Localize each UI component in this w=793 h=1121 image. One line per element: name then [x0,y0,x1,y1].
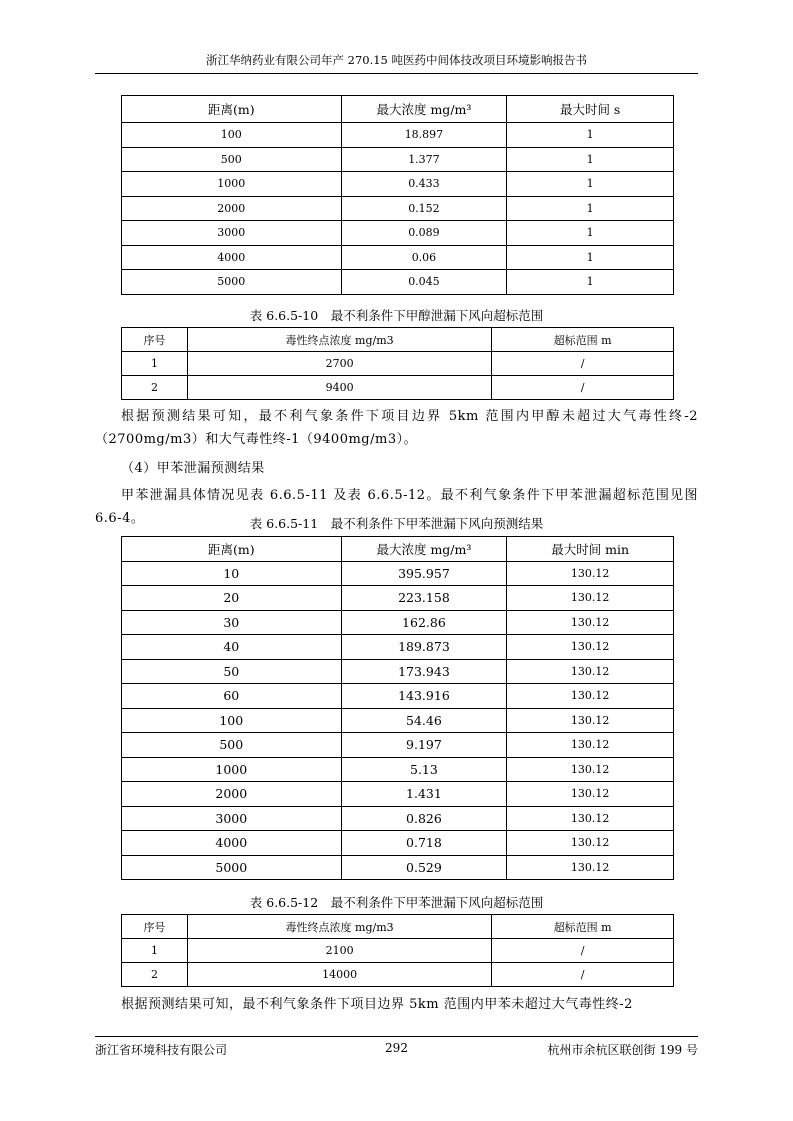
table-header-row [122,537,674,562]
cell: 130.12 [507,684,674,709]
col-header: 最大时间 s [507,96,674,123]
cell: 100 [122,123,342,148]
cell: 14000 [187,963,491,987]
col-header: 序号 [122,328,188,352]
cell: 1000 [122,172,342,197]
page-number: 292 [385,1041,408,1055]
cell: 0.718 [341,831,507,856]
table-methanol-concentration [121,95,674,295]
cell: 130.12 [507,586,674,611]
table-row [122,684,674,709]
cell: 130.12 [507,561,674,586]
cell: 1 [507,270,674,295]
table-row [122,196,674,221]
cell: 2 [122,963,188,987]
table-header-row [122,328,674,352]
cell: 0.529 [341,855,507,880]
cell: 130.12 [507,782,674,807]
table-row [122,245,674,270]
paragraph-methanol-conclusion: 根据预测结果可知，最不利气象条件下项目边界 5km 范围内甲醇未超过大气毒性终-2（2700mg/m3）和大气毒性终-1（9400mg/m3）。 [95,409,698,447]
cell: 40 [122,635,342,660]
cell: 1.377 [341,147,507,172]
cell: 50 [122,659,342,684]
section-heading-toluene: （4）甲苯泄漏预测结果 [121,461,265,476]
cell: 500 [122,733,342,758]
cell: 130.12 [507,635,674,660]
cell: 143.916 [341,684,507,709]
cell: 130.12 [507,659,674,684]
cell: 0.433 [341,172,507,197]
footer-divider [95,1036,698,1037]
table-methanol-exceedance [121,327,674,400]
cell: 2000 [122,782,342,807]
cell: 1 [507,123,674,148]
cell: 1 [507,196,674,221]
cell: 1 [507,221,674,246]
paragraph-toluene-conclusion: 根据预测结果可知，最不利气象条件下项目边界 5km 范围内甲苯未超过大气毒性终-2 [121,997,633,1012]
col-header: 距离(m) [122,537,342,562]
table-row [122,635,674,660]
cell: 60 [122,684,342,709]
cell: 5000 [122,270,342,295]
cell: 3000 [122,806,342,831]
cell: 2700 [187,352,491,376]
cell: 500 [122,147,342,172]
table-row [122,939,674,963]
table-row [122,963,674,987]
cell: 0.826 [341,806,507,831]
cell: 130.12 [507,610,674,635]
table-row [122,561,674,586]
table-row [122,376,674,400]
cell: 5.13 [341,757,507,782]
col-header: 序号 [122,915,188,939]
cell: 0.045 [341,270,507,295]
cell: 1.431 [341,782,507,807]
table-row [122,123,674,148]
cell: 130.12 [507,757,674,782]
table-row [122,147,674,172]
cell: 130.12 [507,831,674,856]
header-divider [95,73,698,74]
cell: 395.957 [341,561,507,586]
table-header-row [122,96,674,123]
cell: 1 [122,352,188,376]
cell: / [492,963,674,987]
cell: 1 [507,172,674,197]
cell: 189.873 [341,635,507,660]
table-row [122,733,674,758]
col-header: 超标范围 m [492,915,674,939]
cell: 4000 [122,245,342,270]
table-header-row [122,915,674,939]
table-toluene-exceedance [121,914,674,987]
col-header: 距离(m) [122,96,342,123]
cell: 130.12 [507,806,674,831]
table-row [122,172,674,197]
paragraph-toluene-intro: 甲苯泄漏具体情况见表 6.6.5-11 及表 6.6.5-12。最不利气象条件下甲苯泄漏超标范围见图 6.6-4。 [95,488,698,526]
table-caption: 表 6.6.5-12 最不利条件下甲苯泄漏下风向超标范围 [249,895,544,910]
table-row [122,352,674,376]
cell: 1 [507,147,674,172]
cell: 1 [507,245,674,270]
cell: 5000 [122,855,342,880]
table-row [122,806,674,831]
cell: 10 [122,561,342,586]
page-header-title: 浙江华纳药业有限公司年产 270.15 吨医药中间体技改项目环境影响报告书 [205,53,588,67]
cell: 20 [122,586,342,611]
col-header: 毒性终点浓度 mg/m3 [187,915,491,939]
cell: 2100 [187,939,491,963]
table-row [122,659,674,684]
col-header: 最大浓度 mg/m³ [341,96,507,123]
footer-company: 浙江省环境科技有限公司 [95,1043,228,1057]
col-header: 最大时间 min [507,537,674,562]
cell: 9.197 [341,733,507,758]
cell: 130.12 [507,708,674,733]
footer-address: 杭州市余杭区联创街 199 号 [547,1043,698,1057]
cell: 54.46 [341,708,507,733]
cell: 18.897 [341,123,507,148]
cell: / [492,352,674,376]
cell: 0.089 [341,221,507,246]
cell: 130.12 [507,855,674,880]
col-header: 毒性终点浓度 mg/m3 [187,328,491,352]
cell: 3000 [122,221,342,246]
cell: 0.152 [341,196,507,221]
cell: 1000 [122,757,342,782]
cell: 130.12 [507,733,674,758]
table-caption: 表 6.6.5-11 最不利条件下甲苯泄漏下风向预测结果 [249,516,544,531]
table-row [122,757,674,782]
cell: / [492,939,674,963]
table-row [122,782,674,807]
table-row [122,221,674,246]
cell: 223.158 [341,586,507,611]
table-row [122,610,674,635]
table-row [122,586,674,611]
cell: 2000 [122,196,342,221]
table-row [122,270,674,295]
table-row [122,855,674,880]
cell: 2 [122,376,188,400]
cell: 100 [122,708,342,733]
col-header: 最大浓度 mg/m³ [341,537,507,562]
cell: 1 [122,939,188,963]
cell: 162.86 [341,610,507,635]
col-header: 超标范围 m [492,328,674,352]
table-row [122,831,674,856]
table-toluene-concentration [121,536,674,880]
cell: 173.943 [341,659,507,684]
cell: 30 [122,610,342,635]
cell: 4000 [122,831,342,856]
table-row [122,708,674,733]
table-caption: 表 6.6.5-10 最不利条件下甲醇泄漏下风向超标范围 [249,308,544,323]
cell: 9400 [187,376,491,400]
cell: / [492,376,674,400]
cell: 0.06 [341,245,507,270]
